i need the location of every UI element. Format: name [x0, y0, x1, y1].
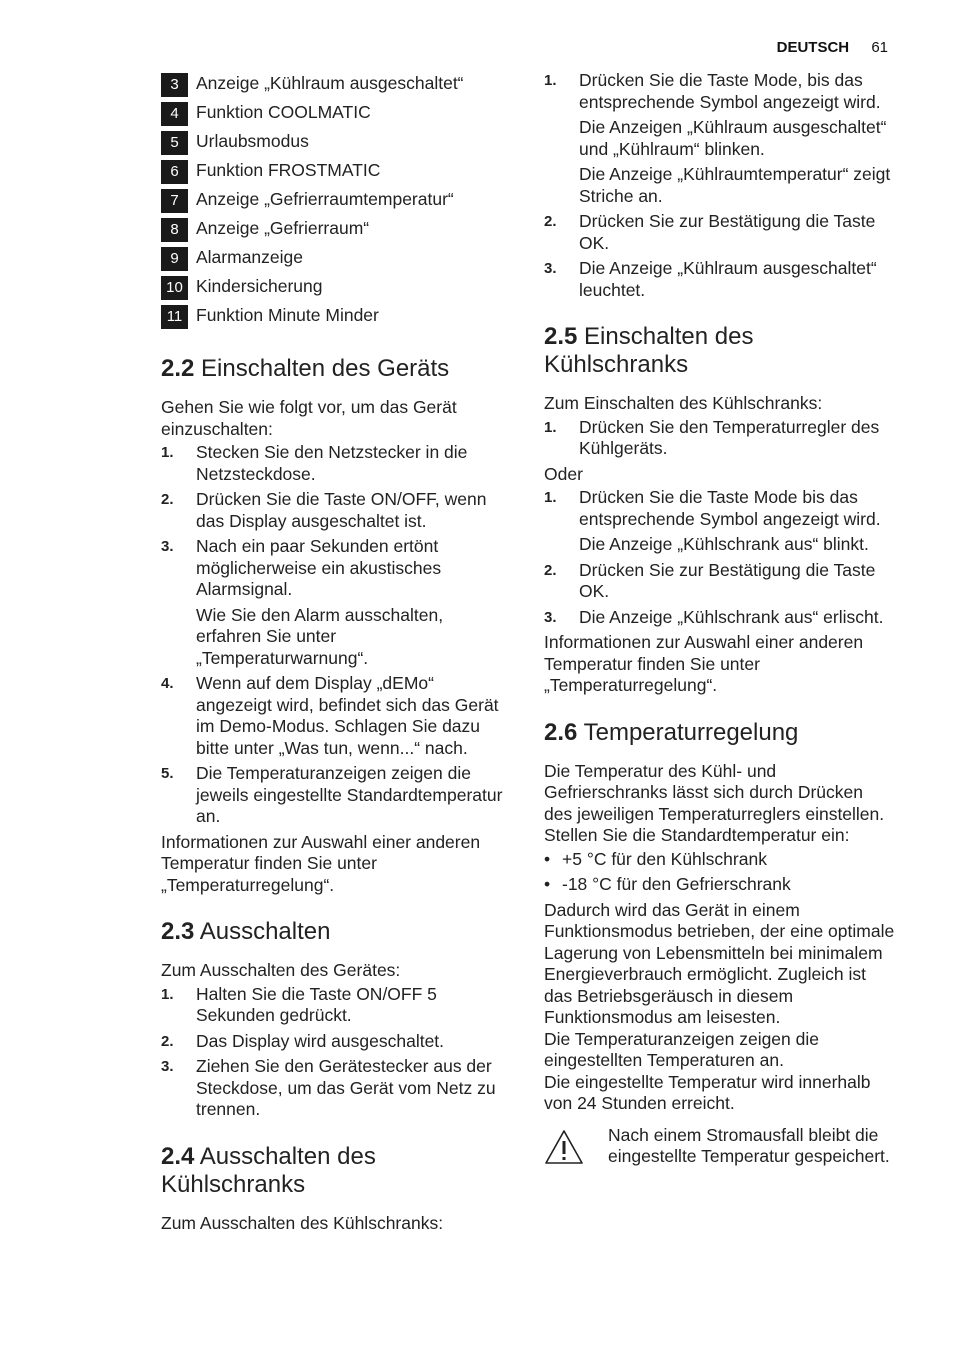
legend-text: Kindersicherung	[196, 275, 323, 296]
step-item	[161, 673, 513, 759]
header-language: DEUTSCH	[776, 39, 850, 56]
warning-icon	[544, 1125, 608, 1171]
section-heading-2-3	[161, 918, 513, 946]
step-number: 2.	[161, 491, 174, 508]
section-heading-2-4	[161, 1143, 513, 1199]
legend-item	[161, 242, 513, 271]
step-item	[544, 607, 896, 629]
section-title: Einschalten des	[584, 323, 754, 350]
step-number: 4.	[161, 675, 174, 692]
step-note: Wie Sie den Alarm ausschalten, erfahren Sie unter „Temperaturwarnung“.	[196, 604, 444, 668]
step-list	[544, 560, 896, 629]
step-item	[544, 487, 896, 530]
section-number: 2.5	[544, 323, 578, 350]
legend-item	[161, 213, 513, 242]
section-title: Einschalten des Geräts	[201, 355, 450, 382]
step-item	[544, 417, 896, 460]
legend-item	[161, 155, 513, 184]
warning-text: Nach einem Stromausfall bleibt die eingestellte Temperatur gespeichert.	[608, 1124, 890, 1166]
bullet-text: +5 °C für den Kühlschrank	[562, 848, 767, 869]
bullet-list	[544, 849, 896, 896]
section-intro: Die Temperatur des Kühl- und Gefrierschranks lässt sich durch Drücken des jeweiligen Temperaturreglers einstellen. Stellen Sie die Standardtemperatur ein:	[544, 760, 885, 845]
legend-item	[161, 68, 513, 97]
legend-number: 6	[161, 160, 188, 184]
step-item	[161, 1056, 513, 1121]
legend-item	[161, 271, 513, 300]
step-item	[161, 763, 513, 828]
step-text: Drücken Sie die Taste ON/OFF, wenn das Display ausgeschaltet ist.	[196, 489, 487, 531]
step-item	[161, 984, 513, 1027]
step-note: Die Anzeigen „Kühlraum ausgeschaltet“ und „Kühlraum“ blinken.	[579, 117, 887, 159]
legend-item	[161, 300, 513, 329]
section-number: 2.6	[544, 718, 578, 746]
paragraph: Dadurch wird das Gerät in einem Funktionsmodus betrieben, der eine optimale Lagerung von Lebensmitteln bei minimalem Energieverbrauch ermöglicht. Zugleich ist das Betriebsgeräusch in diesem Funktionsmodus am leisesten.	[544, 899, 895, 1027]
step-list	[544, 70, 896, 113]
step-text: Die Anzeige „Kühlschrank aus“ erlischt.	[579, 606, 884, 627]
step-text: Stecken Sie den Netzstecker in die Netzsteckdose.	[196, 442, 468, 484]
section-heading-2-6	[544, 719, 896, 747]
section-number: 2.3	[161, 918, 195, 945]
bullet-item	[544, 849, 896, 871]
step-number: 3.	[161, 538, 174, 555]
step-list	[544, 211, 896, 301]
step-item	[544, 70, 896, 113]
step-item	[161, 442, 513, 485]
step-item	[544, 258, 896, 301]
paragraph: Die eingestellte Temperatur wird innerhalb von 24 Stunden erreicht.	[544, 1071, 871, 1113]
step-number: 1.	[544, 418, 557, 436]
section-title: Ausschalten des	[199, 1142, 376, 1170]
legend-item	[161, 97, 513, 126]
left-column	[161, 68, 513, 1234]
step-number: 3.	[161, 1058, 174, 1075]
step-text: Drücken Sie den Temperaturregler des Kühlgeräts.	[579, 416, 880, 458]
section-intro: Zum Ausschalten des Gerätes:	[161, 960, 401, 980]
legend-text: Anzeige „Gefrierraumtemperatur“	[196, 188, 454, 209]
step-list	[544, 417, 896, 460]
legend-number: 11	[161, 305, 188, 329]
step-list	[161, 984, 513, 1121]
legend-text: Funktion COOLMATIC	[196, 101, 371, 122]
legend-number: 7	[161, 189, 188, 213]
step-list	[161, 442, 513, 601]
step-note: Die Anzeige „Kühlschrank aus“ blinkt.	[579, 534, 869, 554]
step-number: 5.	[161, 765, 174, 782]
step-item	[161, 536, 513, 601]
step-text: Die Temperaturanzeigen zeigen die jeweils eingestellte Standardtemperatur an.	[196, 763, 503, 826]
step-number: 3.	[544, 608, 557, 626]
legend-item	[161, 126, 513, 155]
legend-number: 9	[161, 247, 188, 271]
section-intro: Gehen Sie wie folgt vor, um das Gerät einzuschalten:	[161, 397, 457, 439]
step-text: Drücken Sie zur Bestätigung die Taste OK.	[579, 211, 876, 253]
bullet-icon: •	[544, 848, 551, 869]
paragraph: Die Temperaturanzeigen zeigen die eingestellten Temperaturen an.	[544, 1028, 819, 1070]
legend-list	[161, 68, 513, 329]
step-number: 1.	[161, 985, 174, 1003]
legend-number: 4	[161, 102, 188, 126]
section-intro: Zum Einschalten des Kühlschranks:	[544, 393, 823, 413]
legend-text: Urlaubsmodus	[196, 130, 309, 151]
section-number: 2.4	[161, 1142, 195, 1170]
right-column	[544, 68, 896, 1170]
step-text: Drücken Sie die Taste Mode bis das entsprechende Symbol angezeigt wird.	[579, 487, 881, 529]
legend-text: Funktion Minute Minder	[196, 304, 379, 325]
section-title-line2: Kühlschranks	[161, 1170, 306, 1198]
page-header	[777, 38, 888, 58]
section-title: Temperaturregelung	[583, 718, 799, 746]
step-list	[161, 673, 513, 828]
legend-number: 5	[161, 131, 188, 155]
section-outro: Informationen zur Auswahl einer anderen Temperatur finden Sie unter „Temperaturregelung“.	[544, 632, 864, 695]
oder-text: Oder	[544, 463, 583, 484]
legend-text: Funktion FROSTMATIC	[196, 159, 381, 180]
step-text: Die Anzeige „Kühlraum ausgeschaltet“ leuchtet.	[579, 258, 877, 300]
step-number: 2.	[544, 213, 557, 230]
section-title-line2: Kühlschranks	[544, 351, 689, 378]
step-number: 2.	[544, 561, 557, 579]
legend-text: Anzeige „Gefrierraum“	[196, 217, 370, 238]
step-number: 3.	[544, 260, 557, 277]
step-text: Nach ein paar Sekunden ertönt möglicherweise ein akustisches Alarmsignal.	[196, 536, 442, 599]
legend-text: Anzeige „Kühlraum ausgeschaltet“	[196, 72, 464, 93]
legend-number: 8	[161, 218, 188, 242]
legend-item	[161, 184, 513, 213]
step-text: Halten Sie die Taste ON/OFF 5 Sekunden gedrückt.	[196, 983, 437, 1025]
section-heading-2-2	[161, 355, 513, 383]
step-text: Ziehen Sie den Gerätestecker aus der Steckdose, um das Gerät vom Netz zu trennen.	[196, 1056, 496, 1119]
step-number: 1.	[161, 444, 174, 461]
legend-text: Alarmanzeige	[196, 246, 303, 267]
step-item	[161, 489, 513, 532]
step-text: Das Display wird ausgeschaltet.	[196, 1030, 445, 1051]
section-outro: Informationen zur Auswahl einer anderen Temperatur finden Sie unter „Temperaturregelung“.	[161, 831, 481, 895]
step-note: Die Anzeige „Kühlraumtemperatur“ zeigt Striche an.	[579, 164, 891, 206]
step-text: Drücken Sie zur Bestätigung die Taste OK.	[579, 559, 876, 601]
step-item	[161, 1031, 513, 1053]
section-heading-2-5	[544, 323, 896, 379]
step-number: 1.	[544, 72, 557, 89]
bullet-icon: •	[544, 874, 551, 894]
step-item	[544, 211, 896, 254]
bullet-text: -18 °C für den Gefrierschrank	[562, 874, 791, 894]
section-number: 2.2	[161, 355, 195, 382]
step-item	[544, 560, 896, 603]
step-text: Wenn auf dem Display „dEMo“ angezeigt wird, befindet sich das Gerät im Demo-Modus. Schlagen Sie dazu bitte unter „Was tun, wenn...“ nach.	[196, 673, 499, 758]
legend-number: 3	[161, 73, 188, 97]
bullet-item	[544, 874, 896, 896]
section-intro: Zum Ausschalten des Kühlschranks:	[161, 1212, 444, 1233]
page-number: 61	[871, 39, 888, 56]
step-number: 2.	[161, 1032, 174, 1050]
step-number: 1.	[544, 489, 557, 506]
step-list	[544, 487, 896, 530]
section-title: Ausschalten	[199, 918, 331, 945]
step-text: Drücken Sie die Taste Mode, bis das entsprechende Symbol angezeigt wird.	[579, 70, 881, 112]
legend-number: 10	[161, 276, 188, 300]
warning-note	[544, 1125, 896, 1171]
